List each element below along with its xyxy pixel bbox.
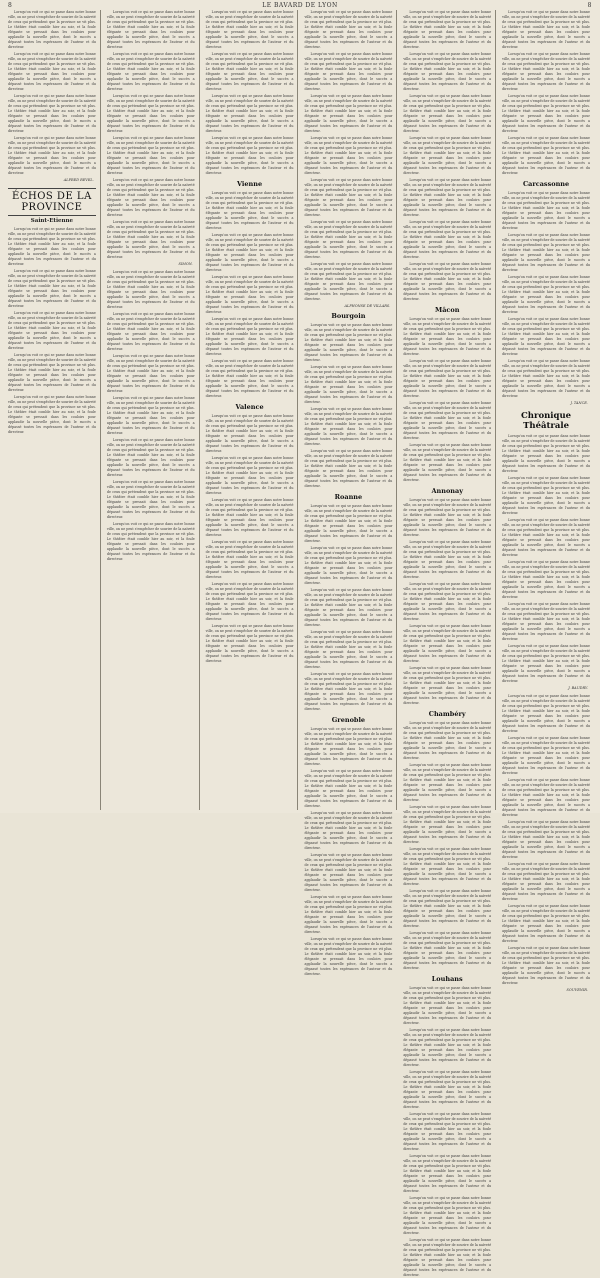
body-paragraph: Lorsqu'on voit ce qui se passe dans notre bonne ville, on ne peut s'empêcher de sourire de la naïveté de ceux qui prétendent que la province ne vit plus. Le théâtre était comble hier au soir, et la foule élégante se pressait dans les couloirs pour applaudir la nouvelle pièce, dont le succès a dépassé toutes les espérances de l'auteur et du directeur. (403, 52, 492, 91)
body-paragraph: Lorsqu'on voit ce qui se passe dans notre bonne ville, on ne peut s'empêcher de sourire de la naïveté de ceux qui prétendent que la province ne vit plus. Le théâtre était comble hier au soir, et la foule élégante se pressait dans les couloirs pour applaudir la nouvelle pièce, dont le succès a dépassé toutes les espérances de l'auteur et du directeur. (502, 434, 590, 473)
body-paragraph: Lorsqu'on voit ce qui se passe dans notre bonne ville, on ne peut s'empêcher de sourire de la naïveté de ceux qui prétendent que la province ne vit plus. Le théâtre était comble hier au soir, et la foule élégante se pressait dans les couloirs pour applaudir la nouvelle pièce, dont le succès a dépassé toutes les espérances de l'auteur et du directeur. (8, 227, 96, 266)
body-paragraph: Lorsqu'on voit ce qui se passe dans notre bonne ville, on ne peut s'empêcher de sourire de la naïveté de ceux qui prétendent que la province ne vit plus. Le théâtre était comble hier au soir, et la foule élégante se pressait dans les couloirs pour applaudir la nouvelle pièce, dont le succès a dépassé toutes les espérances de l'auteur et du directeur. (304, 449, 393, 488)
body-paragraph: Lorsqu'on voit ce qui se passe dans notre bonne ville, on ne peut s'empêcher de sourire de la naïveté de ceux qui prétendent que la province ne vit plus. Le théâtre était comble hier au soir, et la foule élégante se pressait dans les couloirs pour applaudir la nouvelle pièce, dont le succès a dépassé toutes les espérances de l'auteur et du directeur. (205, 498, 294, 537)
body-paragraph: Lorsqu'on voit ce qui se passe dans notre bonne ville, on ne peut s'empêcher de sourire de la naïveté de ceux qui prétendent que la province ne vit plus. Le théâtre était comble hier au soir, et la foule élégante se pressait dans les couloirs pour applaudir la nouvelle pièce, dont le succès a dépassé toutes les espérances de l'auteur et du directeur. (106, 220, 195, 259)
body-paragraph: Lorsqu'on voit ce qui se passe dans notre bonne ville, on ne peut s'empêcher de sourire de la naïveté de ceux qui prétendent que la province ne vit plus. Le théâtre était comble hier au soir, et la foule élégante se pressait dans les couloirs pour applaudir la nouvelle pièce, dont le succès a dépassé toutes les espérances de l'auteur et du directeur. (304, 727, 393, 766)
body-paragraph: Lorsqu'on voit ce qui se passe dans notre bonne ville, on ne peut s'empêcher de sourire de la naïveté de ceux qui prétendent que la province ne vit plus. Le théâtre était comble hier au soir, et la foule élégante se pressait dans les couloirs pour applaudir la nouvelle pièce, dont le succès a dépassé toutes les espérances de l'auteur et du directeur. (8, 136, 96, 175)
body-paragraph: Lorsqu'on voit ce qui se passe dans notre bonne ville, on ne peut s'empêcher de sourire de la naïveté de ceux qui prétendent que la province ne vit plus. Le théâtre était comble hier au soir, et la foule élégante se pressait dans les couloirs pour applaudir la nouvelle pièce, dont le succès a dépassé toutes les espérances de l'auteur et du directeur. (403, 359, 492, 398)
body-paragraph: Lorsqu'on voit ce qui se passe dans notre bonne ville, on ne peut s'empêcher de sourire de la naïveté de ceux qui prétendent que la province ne vit plus. Le théâtre était comble hier au soir, et la foule élégante se pressait dans les couloirs pour applaudir la nouvelle pièce, dont le succès a dépassé toutes les espérances de l'auteur et du directeur. (403, 1070, 492, 1109)
body-paragraph: Lorsqu'on voit ce qui se passe dans notre bonne ville, on ne peut s'empêcher de sourire de la naïveté de ceux qui prétendent que la province ne vit plus. Le théâtre était comble hier au soir, et la foule élégante se pressait dans les couloirs pour applaudir la nouvelle pièce, dont le succès a dépassé toutes les espérances de l'auteur et du directeur. (502, 476, 590, 515)
louhans-heading: Louhans (431, 975, 463, 983)
body-paragraph: Lorsqu'on voit ce qui se passe dans notre bonne ville, on ne peut s'empêcher de sourire de la naïveté de ceux qui prétendent que la province ne vit plus. Le théâtre était comble hier au soir, et la foule élégante se pressait dans les couloirs pour applaudir la nouvelle pièce, dont le succès a dépassé toutes les espérances de l'auteur et du directeur. (403, 443, 492, 482)
text-block (403, 10, 491, 302)
body-paragraph: Lorsqu'on voit ce qui se passe dans notre bonne ville, on ne peut s'empêcher de sourire de la naïveté de ceux qui prétendent que la province ne vit plus. Le théâtre était comble hier au soir, et la foule élégante se pressait dans les couloirs pour applaudir la nouvelle pièce, dont le succès a dépassé toutes les espérances de l'auteur et du directeur. (304, 407, 393, 446)
text-block (502, 10, 590, 176)
body-paragraph: Lorsqu'on voit ce qui se passe dans notre bonne ville, on ne peut s'empêcher de sourire de la naïveté de ceux qui prétendent que la province ne vit plus. Le théâtre était comble hier au soir, et la foule élégante se pressait dans les couloirs pour applaudir la nouvelle pièce, dont le succès a dépassé toutes les espérances de l'auteur et du directeur. (8, 269, 96, 308)
body-paragraph: Lorsqu'on voit ce qui se passe dans notre bonne ville, on ne peut s'empêcher de sourire de la naïveté de ceux qui prétendent que la province ne vit plus. Le théâtre était comble hier au soir, et la foule élégante se pressait dans les couloirs pour applaudir la nouvelle pièce, dont le succès a dépassé toutes les espérances de l'auteur et du directeur. (502, 518, 590, 557)
body-paragraph: Lorsqu'on voit ce qui se passe dans notre bonne ville, on ne peut s'empêcher de sourire de la naïveté de ceux qui prétendent que la province ne vit plus. Le théâtre était comble hier au soir, et la foule élégante se pressait dans les couloirs pour applaudir la nouvelle pièce, dont le succès a dépassé toutes les espérances de l'auteur et du directeur. (106, 94, 195, 133)
body-paragraph: Lorsqu'on voit ce qui se passe dans notre bonne ville, on ne peut s'empêcher de sourire de la naïveté de ceux qui prétendent que la province ne vit plus. Le théâtre était comble hier au soir, et la foule élégante se pressait dans les couloirs pour applaudir la nouvelle pièce, dont le succès a dépassé toutes les espérances de l'auteur et du directeur. (205, 136, 294, 175)
body-paragraph: Lorsqu'on voit ce qui se passe dans notre bonne ville, on ne peut s'empêcher de sourire de la naïveté de ceux qui prétendent que la province ne vit plus. Le théâtre était comble hier au soir, et la foule élégante se pressait dans les couloirs pour applaudir la nouvelle pièce, dont le succès a dépassé toutes les espérances de l'auteur et du directeur. (205, 191, 294, 230)
body-paragraph: Lorsqu'on voit ce qui se passe dans notre bonne ville, on ne peut s'empêcher de sourire de la naïveté de ceux qui prétendent que la province ne vit plus. Le théâtre était comble hier au soir, et la foule élégante se pressait dans les couloirs pour applaudir la nouvelle pièce, dont le succès a dépassé toutes les espérances de l'auteur et du directeur. (304, 546, 393, 585)
text-block (206, 414, 294, 664)
text-block (107, 270, 195, 562)
body-paragraph: Lorsqu'on voit ce qui se passe dans notre bonne ville, on ne peut s'empêcher de sourire de la naïveté de ceux qui prétendent que la province ne vit plus. Le théâtre était comble hier au soir, et la foule élégante se pressait dans les couloirs pour applaudir la nouvelle pièce, dont le succès a dépassé toutes les espérances de l'auteur et du directeur. (304, 769, 393, 808)
echos-heading: ÉCHOS DE LA PROVINCE (8, 188, 96, 216)
body-paragraph: Lorsqu'on voit ce qui se passe dans notre bonne ville, on ne peut s'empêcher de sourire de la naïveté de ceux qui prétendent que la province ne vit plus. Le théâtre était comble hier au soir, et la foule élégante se pressait dans les couloirs pour applaudir la nouvelle pièce, dont le succès a dépassé toutes les espérances de l'auteur et du directeur. (8, 52, 96, 91)
body-paragraph: Lorsqu'on voit ce qui se passe dans notre bonne ville, on ne peut s'empêcher de sourire de la naïveté de ceux qui prétendent que la province ne vit plus. Le théâtre était comble hier au soir, et la foule élégante se pressait dans les couloirs pour applaudir la nouvelle pièce, dont le succès a dépassé toutes les espérances de l'auteur et du directeur. (403, 136, 492, 175)
body-paragraph: Lorsqu'on voit ce qui se passe dans notre bonne ville, on ne peut s'empêcher de sourire de la naïveté de ceux qui prétendent que la province ne vit plus. Le théâtre était comble hier au soir, et la foule élégante se pressait dans les couloirs pour applaudir la nouvelle pièce, dont le succès a dépassé toutes les espérances de l'auteur et du directeur. (205, 456, 294, 495)
body-paragraph: Lorsqu'on voit ce qui se passe dans notre bonne ville, on ne peut s'empêcher de sourire de la naïveté de ceux qui prétendent que la province ne vit plus. Le théâtre était comble hier au soir, et la foule élégante se pressait dans les couloirs pour applaudir la nouvelle pièce, dont le succès a dépassé toutes les espérances de l'auteur et du directeur. (403, 1154, 492, 1193)
body-paragraph: Lorsqu'on voit ce qui se passe dans notre bonne ville, on ne peut s'empêcher de sourire de la naïveté de ceux qui prétendent que la province ne vit plus. Le théâtre était comble hier au soir, et la foule élégante se pressait dans les couloirs pour applaudir la nouvelle pièce, dont le succès a dépassé toutes les espérances de l'auteur et du directeur. (403, 540, 492, 579)
body-paragraph: Lorsqu'on voit ce qui se passe dans notre bonne ville, on ne peut s'empêcher de sourire de la naïveté de ceux qui prétendent que la province ne vit plus. Le théâtre était comble hier au soir, et la foule élégante se pressait dans les couloirs pour applaudir la nouvelle pièce, dont le succès a dépassé toutes les espérances de l'auteur et du directeur. (502, 275, 590, 314)
body-paragraph: Lorsqu'on voit ce qui se passe dans notre bonne ville, on ne peut s'empêcher de sourire de la naïveté de ceux qui prétendent que la province ne vit plus. Le théâtre était comble hier au soir, et la foule élégante se pressait dans les couloirs pour applaudir la nouvelle pièce, dont le succès a dépassé toutes les espérances de l'auteur et du directeur. (502, 694, 590, 733)
text-block (502, 191, 590, 399)
body-paragraph: Lorsqu'on voit ce qui se passe dans notre bonne ville, on ne peut s'empêcher de sourire de la naïveté de ceux qui prétendent que la province ne vit plus. Le théâtre était comble hier au soir, et la foule élégante se pressait dans les couloirs pour applaudir la nouvelle pièce, dont le succès a dépassé toutes les espérances de l'auteur et du directeur. (502, 233, 590, 272)
signature-1: ALFRED REVEL. (63, 178, 94, 182)
text-block (304, 323, 392, 489)
saint-etienne-heading: Saint-Etienne (30, 218, 74, 224)
body-paragraph: Lorsqu'on voit ce qui se passe dans notre bonne ville, on ne peut s'empêcher de sourire de la naïveté de ceux qui prétendent que la province ne vit plus. Le théâtre était comble hier au soir, et la foule élégante se pressait dans les couloirs pour applaudir la nouvelle pièce, dont le succès a dépassé toutes les espérances de l'auteur et du directeur. (502, 191, 590, 230)
body-paragraph: Lorsqu'on voit ce qui se passe dans notre bonne ville, on ne peut s'empêcher de sourire de la naïveté de ceux qui prétendent que la province ne vit plus. Le théâtre était comble hier au soir, et la foule élégante se pressait dans les couloirs pour applaudir la nouvelle pièce, dont le succès a dépassé toutes les espérances de l'auteur et du directeur. (502, 94, 590, 133)
body-paragraph: Lorsqu'on voit ce qui se passe dans notre bonne ville, on ne peut s'empêcher de sourire de la naïveté de ceux qui prétendent que la province ne vit plus. Le théâtre était comble hier au soir, et la foule élégante se pressait dans les couloirs pour applaudir la nouvelle pièce, dont le succès a dépassé toutes les espérances de l'auteur et du directeur. (106, 480, 195, 519)
body-paragraph: Lorsqu'on voit ce qui se passe dans notre bonne ville, on ne peut s'empêcher de sourire de la naïveté de ceux qui prétendent que la province ne vit plus. Le théâtre était comble hier au soir, et la foule élégante se pressait dans les couloirs pour applaudir la nouvelle pièce, dont le succès a dépassé toutes les espérances de l'auteur et du directeur. (304, 630, 393, 669)
body-paragraph: Lorsqu'on voit ce qui se passe dans notre bonne ville, on ne peut s'empêcher de sourire de la naïveté de ceux qui prétendent que la province ne vit plus. Le théâtre était comble hier au soir, et la foule élégante se pressait dans les couloirs pour applaudir la nouvelle pièce, dont le succès a dépassé toutes les espérances de l'auteur et du directeur. (502, 904, 590, 943)
columns (8, 10, 594, 1277)
body-paragraph: Lorsqu'on voit ce qui se passe dans notre bonne ville, on ne peut s'empêcher de sourire de la naïveté de ceux qui prétendent que la province ne vit plus. Le théâtre était comble hier au soir, et la foule élégante se pressait dans les couloirs pour applaudir la nouvelle pièce, dont le succès a dépassé toutes les espérances de l'auteur et du directeur. (205, 10, 294, 49)
body-paragraph: Lorsqu'on voit ce qui se passe dans notre bonne ville, on ne peut s'empêcher de sourire de la naïveté de ceux qui prétendent que la province ne vit plus. Le théâtre était comble hier au soir, et la foule élégante se pressait dans les couloirs pour applaudir la nouvelle pièce, dont le succès a dépassé toutes les espérances de l'auteur et du directeur. (304, 672, 393, 711)
text-block (502, 434, 590, 684)
body-paragraph: Lorsqu'on voit ce qui se passe dans notre bonne ville, on ne peut s'empêcher de sourire de la naïveté de ceux qui prétendent que la province ne vit plus. Le théâtre était comble hier au soir, et la foule élégante se pressait dans les couloirs pour applaudir la nouvelle pièce, dont le succès a dépassé toutes les espérances de l'auteur et du directeur. (502, 820, 590, 859)
body-paragraph: Lorsqu'on voit ce qui se passe dans notre bonne ville, on ne peut s'empêcher de sourire de la naïveté de ceux qui prétendent que la province ne vit plus. Le théâtre était comble hier au soir, et la foule élégante se pressait dans les couloirs pour applaudir la nouvelle pièce, dont le succès a dépassé toutes les espérances de l'auteur et du directeur. (403, 624, 492, 663)
body-paragraph: Lorsqu'on voit ce qui se passe dans notre bonne ville, on ne peut s'empêcher de sourire de la naïveté de ceux qui prétendent que la province ne vit plus. Le théâtre était comble hier au soir, et la foule élégante se pressait dans les couloirs pour applaudir la nouvelle pièce, dont le succès a dépassé toutes les espérances de l'auteur et du directeur. (502, 644, 590, 683)
text-block (206, 191, 294, 399)
body-paragraph: Lorsqu'on voit ce qui se passe dans notre bonne ville, on ne peut s'empêcher de sourire de la naïveté de ceux qui prétendent que la province ne vit plus. Le théâtre était comble hier au soir, et la foule élégante se pressait dans les couloirs pour applaudir la nouvelle pièce, dont le succès a dépassé toutes les espérances de l'auteur et du directeur. (205, 94, 294, 133)
body-paragraph: Lorsqu'on voit ce qui se passe dans notre bonne ville, on ne peut s'empêcher de sourire de la naïveté de ceux qui prétendent que la province ne vit plus. Le théâtre était comble hier au soir, et la foule élégante se pressait dans les couloirs pour applaudir la nouvelle pièce, dont le succès a dépassé toutes les espérances de l'auteur et du directeur. (403, 582, 492, 621)
valence-heading: Valence (235, 403, 264, 411)
body-paragraph: Lorsqu'on voit ce qui se passe dans notre bonne ville, on ne peut s'empêcher de sourire de la naïveté de ceux qui prétendent que la province ne vit plus. Le théâtre était comble hier au soir, et la foule élégante se pressait dans les couloirs pour applaudir la nouvelle pièce, dont le succès a dépassé toutes les espérances de l'auteur et du directeur. (205, 540, 294, 579)
column-6 (502, 10, 594, 992)
body-paragraph: Lorsqu'on voit ce qui se passe dans notre bonne ville, on ne peut s'empêcher de sourire de la naïveté de ceux qui prétendent que la province ne vit plus. Le théâtre était comble hier au soir, et la foule élégante se pressait dans les couloirs pour applaudir la nouvelle pièce, dont le succès a dépassé toutes les espérances de l'auteur et du directeur. (8, 395, 96, 434)
body-paragraph: Lorsqu'on voit ce qui se passe dans notre bonne ville, on ne peut s'empêcher de sourire de la naïveté de ceux qui prétendent que la province ne vit plus. Le théâtre était comble hier au soir, et la foule élégante se pressait dans les couloirs pour applaudir la nouvelle pièce, dont le succès a dépassé toutes les espérances de l'auteur et du directeur. (403, 805, 492, 844)
signature-3: ALPHONSE DE VILLARS. (344, 304, 391, 308)
body-paragraph: Lorsqu'on voit ce qui se passe dans notre bonne ville, on ne peut s'empêcher de sourire de la naïveté de ceux qui prétendent que la province ne vit plus. Le théâtre était comble hier au soir, et la foule élégante se pressait dans les couloirs pour applaudir la nouvelle pièce, dont le succès a dépassé toutes les espérances de l'auteur et du directeur. (502, 52, 590, 91)
body-paragraph: Lorsqu'on voit ce qui se passe dans notre bonne ville, on ne peut s'empêcher de sourire de la naïveté de ceux qui prétendent que la province ne vit plus. Le théâtre était comble hier au soir, et la foule élégante se pressait dans les couloirs pour applaudir la nouvelle pièce, dont le succès a dépassé toutes les espérances de l'auteur et du directeur. (403, 262, 492, 301)
text-block (304, 727, 392, 977)
column-2 (107, 10, 200, 810)
roanne-heading: Roanne (334, 493, 363, 501)
body-paragraph: Lorsqu'on voit ce qui se passe dans notre bonne ville, on ne peut s'empêcher de sourire de la naïveté de ceux qui prétendent que la province ne vit plus. Le théâtre était comble hier au soir, et la foule élégante se pressait dans les couloirs pour applaudir la nouvelle pièce, dont le succès a dépassé toutes les espérances de l'auteur et du directeur. (304, 52, 393, 91)
column-4 (304, 10, 397, 976)
body-paragraph: Lorsqu'on voit ce qui se passe dans notre bonne ville, on ne peut s'empêcher de sourire de la naïveté de ceux qui prétendent que la province ne vit plus. Le théâtre était comble hier au soir, et la foule élégante se pressait dans les couloirs pour applaudir la nouvelle pièce, dont le succès a dépassé toutes les espérances de l'auteur et du directeur. (403, 1196, 492, 1235)
theatre-heading: Chronique Théâtrale (521, 411, 572, 431)
body-paragraph: Lorsqu'on voit ce qui se passe dans notre bonne ville, on ne peut s'empêcher de sourire de la naïveté de ceux qui prétendent que la province ne vit plus. Le théâtre était comble hier au soir, et la foule élégante se pressait dans les couloirs pour applaudir la nouvelle pièce, dont le succès a dépassé toutes les espérances de l'auteur et du directeur. (205, 624, 294, 663)
body-paragraph: Lorsqu'on voit ce qui se passe dans notre bonne ville, on ne peut s'empêcher de sourire de la naïveté de ceux qui prétendent que la province ne vit plus. Le théâtre était comble hier au soir, et la foule élégante se pressait dans les couloirs pour applaudir la nouvelle pièce, dont le succès a dépassé toutes les espérances de l'auteur et du directeur. (304, 504, 393, 543)
chambery-heading: Chambéry (428, 710, 466, 718)
body-paragraph: Lorsqu'on voit ce qui se passe dans notre bonne ville, on ne peut s'empêcher de sourire de la naïveté de ceux qui prétendent que la province ne vit plus. Le théâtre était comble hier au soir, et la foule élégante se pressait dans les couloirs pour applaudir la nouvelle pièce, dont le succès a dépassé toutes les espérances de l'auteur et du directeur. (205, 52, 294, 91)
text-block (206, 10, 294, 176)
body-paragraph: Lorsqu'on voit ce qui se passe dans notre bonne ville, on ne peut s'empêcher de sourire de la naïveté de ceux qui prétendent que la province ne vit plus. Le théâtre était comble hier au soir, et la foule élégante se pressait dans les couloirs pour applaudir la nouvelle pièce, dont le succès a dépassé toutes les espérances de l'auteur et du directeur. (502, 317, 590, 356)
body-paragraph: Lorsqu'on voit ce qui se passe dans notre bonne ville, on ne peut s'empêcher de sourire de la naïveté de ceux qui prétendent que la province ne vit plus. Le théâtre était comble hier au soir, et la foule élégante se pressait dans les couloirs pour applaudir la nouvelle pièce, dont le succès a dépassé toutes les espérances de l'auteur et du directeur. (205, 582, 294, 621)
signature-6: J. TANCE. (570, 401, 588, 405)
text-block (107, 10, 195, 260)
running-header (0, 2, 600, 9)
text-block (304, 10, 392, 302)
text-block (403, 317, 491, 483)
body-paragraph: Lorsqu'on voit ce qui se passe dans notre bonne ville, on ne peut s'empêcher de sourire de la naïveté de ceux qui prétendent que la province ne vit plus. Le théâtre était comble hier au soir, et la foule élégante se pressait dans les couloirs pour applaudir la nouvelle pièce, dont le succès a dépassé toutes les espérances de l'auteur et du directeur. (205, 414, 294, 453)
body-paragraph: Lorsqu'on voit ce qui se passe dans notre bonne ville, on ne peut s'empêcher de sourire de la naïveté de ceux qui prétendent que la province ne vit plus. Le théâtre était comble hier au soir, et la foule élégante se pressait dans les couloirs pour applaudir la nouvelle pièce, dont le succès a dépassé toutes les espérances de l'auteur et du directeur. (106, 312, 195, 351)
body-paragraph: Lorsqu'on voit ce qui se passe dans notre bonne ville, on ne peut s'empêcher de sourire de la naïveté de ceux qui prétendent que la province ne vit plus. Le théâtre était comble hier au soir, et la foule élégante se pressait dans les couloirs pour applaudir la nouvelle pièce, dont le succès a dépassé toutes les espérances de l'auteur et du directeur. (106, 354, 195, 393)
body-paragraph: Lorsqu'on voit ce qui se passe dans notre bonne ville, on ne peut s'empêcher de sourire de la naïveté de ceux qui prétendent que la province ne vit plus. Le théâtre était comble hier au soir, et la foule élégante se pressait dans les couloirs pour applaudir la nouvelle pièce, dont le succès a dépassé toutes les espérances de l'auteur et du directeur. (106, 52, 195, 91)
text-block (304, 504, 392, 712)
body-paragraph: Lorsqu'on voit ce qui se passe dans notre bonne ville, on ne peut s'empêcher de sourire de la naïveté de ceux qui prétendent que la province ne vit plus. Le théâtre était comble hier au soir, et la foule élégante se pressait dans les couloirs pour applaudir la nouvelle pièce, dont le succès a dépassé toutes les espérances de l'auteur et du directeur. (502, 602, 590, 641)
body-paragraph: Lorsqu'on voit ce qui se passe dans notre bonne ville, on ne peut s'empêcher de sourire de la naïveté de ceux qui prétendent que la province ne vit plus. Le théâtre était comble hier au soir, et la foule élégante se pressait dans les couloirs pour applaudir la nouvelle pièce, dont le succès a dépassé toutes les espérances de l'auteur et du directeur. (304, 220, 393, 259)
body-paragraph: Lorsqu'on voit ce qui se passe dans notre bonne ville, on ne peut s'empêcher de sourire de la naïveté de ceux qui prétendent que la province ne vit plus. Le théâtre était comble hier au soir, et la foule élégante se pressait dans les couloirs pour applaudir la nouvelle pièce, dont le succès a dépassé toutes les espérances de l'auteur et du directeur. (205, 317, 294, 356)
body-paragraph: Lorsqu'on voit ce qui se passe dans notre bonne ville, on ne peut s'empêcher de sourire de la naïveté de ceux qui prétendent que la province ne vit plus. Le théâtre était comble hier au soir, et la foule élégante se pressait dans les couloirs pour applaudir la nouvelle pièce, dont le succès a dépassé toutes les espérances de l'auteur et du directeur. (304, 853, 393, 892)
body-paragraph: Lorsqu'on voit ce qui se passe dans notre bonne ville, on ne peut s'empêcher de sourire de la naïveté de ceux qui prétendent que la province ne vit plus. Le théâtre était comble hier au soir, et la foule élégante se pressait dans les couloirs pour applaudir la nouvelle pièce, dont le succès a dépassé toutes les espérances de l'auteur et du directeur. (403, 10, 492, 49)
text-block (403, 721, 491, 971)
body-paragraph: Lorsqu'on voit ce qui se passe dans notre bonne ville, on ne peut s'empêcher de sourire de la naïveté de ceux qui prétendent que la province ne vit plus. Le théâtre était comble hier au soir, et la foule élégante se pressait dans les couloirs pour applaudir la nouvelle pièce, dont le succès a dépassé toutes les espérances de l'auteur et du directeur. (304, 937, 393, 976)
body-paragraph: Lorsqu'on voit ce qui se passe dans notre bonne ville, on ne peut s'empêcher de sourire de la naïveté de ceux qui prétendent que la province ne vit plus. Le théâtre était comble hier au soir, et la foule élégante se pressait dans les couloirs pour applaudir la nouvelle pièce, dont le succès a dépassé toutes les espérances de l'auteur et du directeur. (106, 438, 195, 477)
column-1 (8, 10, 101, 810)
newspaper-title: LE BAVARD DE LYON (262, 2, 338, 9)
body-paragraph: Lorsqu'on voit ce qui se passe dans notre bonne ville, on ne peut s'empêcher de sourire de la naïveté de ceux qui prétendent que la province ne vit plus. Le théâtre était comble hier au soir, et la foule élégante se pressait dans les couloirs pour applaudir la nouvelle pièce, dont le succès a dépassé toutes les espérances de l'auteur et du directeur. (304, 136, 393, 175)
body-paragraph: Lorsqu'on voit ce qui se passe dans notre bonne ville, on ne peut s'empêcher de sourire de la naïveté de ceux qui prétendent que la province ne vit plus. Le théâtre était comble hier au soir, et la foule élégante se pressait dans les couloirs pour applaudir la nouvelle pièce, dont le succès a dépassé toutes les espérances de l'auteur et du directeur. (304, 365, 393, 404)
body-paragraph: Lorsqu'on voit ce qui se passe dans notre bonne ville, on ne peut s'empêcher de sourire de la naïveté de ceux qui prétendent que la province ne vit plus. Le théâtre était comble hier au soir, et la foule élégante se pressait dans les couloirs pour applaudir la nouvelle pièce, dont le succès a dépassé toutes les espérances de l'auteur et du directeur. (403, 1028, 492, 1067)
body-paragraph: Lorsqu'on voit ce qui se passe dans notre bonne ville, on ne peut s'empêcher de sourire de la naïveté de ceux qui prétendent que la province ne vit plus. Le théâtre était comble hier au soir, et la foule élégante se pressait dans les couloirs pour applaudir la nouvelle pièce, dont le succès a dépassé toutes les espérances de l'auteur et du directeur. (106, 178, 195, 217)
body-paragraph: Lorsqu'on voit ce qui se passe dans notre bonne ville, on ne peut s'empêcher de sourire de la naïveté de ceux qui prétendent que la province ne vit plus. Le théâtre était comble hier au soir, et la foule élégante se pressait dans les couloirs pour applaudir la nouvelle pièce, dont le succès a dépassé toutes les espérances de l'auteur et du directeur. (205, 359, 294, 398)
body-paragraph: Lorsqu'on voit ce qui se passe dans notre bonne ville, on ne peut s'empêcher de sourire de la naïveté de ceux qui prétendent que la province ne vit plus. Le théâtre était comble hier au soir, et la foule élégante se pressait dans les couloirs pour applaudir la nouvelle pièce, dont le succès a dépassé toutes les espérances de l'auteur et du directeur. (106, 270, 195, 309)
text-block (502, 694, 590, 986)
macon-heading: Mâcon (435, 306, 460, 314)
body-paragraph: Lorsqu'on voit ce qui se passe dans notre bonne ville, on ne peut s'empêcher de sourire de la naïveté de ceux qui prétendent que la province ne vit plus. Le théâtre était comble hier au soir, et la foule élégante se pressait dans les couloirs pour applaudir la nouvelle pièce, dont le succès a dépassé toutes les espérances de l'auteur et du directeur. (403, 401, 492, 440)
annonay-heading: Annonay (431, 487, 463, 495)
body-paragraph: Lorsqu'on voit ce qui se passe dans notre bonne ville, on ne peut s'empêcher de sourire de la naïveté de ceux qui prétendent que la province ne vit plus. Le théâtre était comble hier au soir, et la foule élégante se pressait dans les couloirs pour applaudir la nouvelle pièce, dont le succès a dépassé toutes les espérances de l'auteur et du directeur. (8, 353, 96, 392)
body-paragraph: Lorsqu'on voit ce qui se passe dans notre bonne ville, on ne peut s'empêcher de sourire de la naïveté de ceux qui prétendent que la province ne vit plus. Le théâtre était comble hier au soir, et la foule élégante se pressait dans les couloirs pour applaudir la nouvelle pièce, dont le succès a dépassé toutes les espérances de l'auteur et du directeur. (106, 396, 195, 435)
body-paragraph: Lorsqu'on voit ce qui se passe dans notre bonne ville, on ne peut s'empêcher de sourire de la naïveté de ceux qui prétendent que la province ne vit plus. Le théâtre était comble hier au soir, et la foule élégante se pressait dans les couloirs pour applaudir la nouvelle pièce, dont le succès a dépassé toutes les espérances de l'auteur et du directeur. (403, 178, 492, 217)
signature-5: SOUVENIR. (566, 988, 588, 992)
text-block (403, 498, 491, 706)
body-paragraph: Lorsqu'on voit ce qui se passe dans notre bonne ville, on ne peut s'empêcher de sourire de la naïveté de ceux qui prétendent que la province ne vit plus. Le théâtre était comble hier au soir, et la foule élégante se pressait dans les couloirs pour applaudir la nouvelle pièce, dont le succès a dépassé toutes les espérances de l'auteur et du directeur. (403, 94, 492, 133)
body-paragraph: Lorsqu'on voit ce qui se passe dans notre bonne ville, on ne peut s'empêcher de sourire de la naïveté de ceux qui prétendent que la province ne vit plus. Le théâtre était comble hier au soir, et la foule élégante se pressait dans les couloirs pour applaudir la nouvelle pièce, dont le succès a dépassé toutes les espérances de l'auteur et du directeur. (304, 323, 393, 362)
body-paragraph: Lorsqu'on voit ce qui se passe dans notre bonne ville, on ne peut s'empêcher de sourire de la naïveté de ceux qui prétendent que la province ne vit plus. Le théâtre était comble hier au soir, et la foule élégante se pressait dans les couloirs pour applaudir la nouvelle pièce, dont le succès a dépassé toutes les espérances de l'auteur et du directeur. (403, 847, 492, 886)
body-paragraph: Lorsqu'on voit ce qui se passe dans notre bonne ville, on ne peut s'empêcher de sourire de la naïveté de ceux qui prétendent que la province ne vit plus. Le théâtre était comble hier au soir, et la foule élégante se pressait dans les couloirs pour applaudir la nouvelle pièce, dont le succès a dépassé toutes les espérances de l'auteur et du directeur. (304, 10, 393, 49)
body-paragraph: Lorsqu'on voit ce qui se passe dans notre bonne ville, on ne peut s'empêcher de sourire de la naïveté de ceux qui prétendent que la province ne vit plus. Le théâtre était comble hier au soir, et la foule élégante se pressait dans les couloirs pour applaudir la nouvelle pièce, dont le succès a dépassé toutes les espérances de l'auteur et du directeur. (502, 778, 590, 817)
body-paragraph: Lorsqu'on voit ce qui se passe dans notre bonne ville, on ne peut s'empêcher de sourire de la naïveté de ceux qui prétendent que la province ne vit plus. Le théâtre était comble hier au soir, et la foule élégante se pressait dans les couloirs pour applaudir la nouvelle pièce, dont le succès a dépassé toutes les espérances de l'auteur et du directeur. (502, 862, 590, 901)
body-paragraph: Lorsqu'on voit ce qui se passe dans notre bonne ville, on ne peut s'empêcher de sourire de la naïveté de ceux qui prétendent que la province ne vit plus. Le théâtre était comble hier au soir, et la foule élégante se pressait dans les couloirs pour applaudir la nouvelle pièce, dont le succès a dépassé toutes les espérances de l'auteur et du directeur. (403, 763, 492, 802)
text-block (8, 10, 96, 176)
body-paragraph: Lorsqu'on voit ce qui se passe dans notre bonne ville, on ne peut s'empêcher de sourire de la naïveté de ceux qui prétendent que la province ne vit plus. Le théâtre était comble hier au soir, et la foule élégante se pressait dans les couloirs pour applaudir la nouvelle pièce, dont le succès a dépassé toutes les espérances de l'auteur et du directeur. (403, 889, 492, 928)
body-paragraph: Lorsqu'on voit ce qui se passe dans notre bonne ville, on ne peut s'empêcher de sourire de la naïveté de ceux qui prétendent que la province ne vit plus. Le théâtre était comble hier au soir, et la foule élégante se pressait dans les couloirs pour applaudir la nouvelle pièce, dont le succès a dépassé toutes les espérances de l'auteur et du directeur. (502, 359, 590, 398)
body-paragraph: Lorsqu'on voit ce qui se passe dans notre bonne ville, on ne peut s'empêcher de sourire de la naïveté de ceux qui prétendent que la province ne vit plus. Le théâtre était comble hier au soir, et la foule élégante se pressait dans les couloirs pour applaudir la nouvelle pièce, dont le succès a dépassé toutes les espérances de l'auteur et du directeur. (106, 522, 195, 561)
body-paragraph: Lorsqu'on voit ce qui se passe dans notre bonne ville, on ne peut s'empêcher de sourire de la naïveté de ceux qui prétendent que la province ne vit plus. Le théâtre était comble hier au soir, et la foule élégante se pressait dans les couloirs pour applaudir la nouvelle pièce, dont le succès a dépassé toutes les espérances de l'auteur et du directeur. (106, 136, 195, 175)
body-paragraph: Lorsqu'on voit ce qui se passe dans notre bonne ville, on ne peut s'empêcher de sourire de la naïveté de ceux qui prétendent que la province ne vit plus. Le théâtre était comble hier au soir, et la foule élégante se pressait dans les couloirs pour applaudir la nouvelle pièce, dont le succès a dépassé toutes les espérances de l'auteur et du directeur. (403, 1238, 492, 1277)
signature-4: J. BAUDRY. (568, 686, 588, 690)
carcassonne-heading: Carcassonne (522, 180, 570, 188)
body-paragraph: Lorsqu'on voit ce qui se passe dans notre bonne ville, on ne peut s'empêcher de sourire de la naïveté de ceux qui prétendent que la province ne vit plus. Le théâtre était comble hier au soir, et la foule élégante se pressait dans les couloirs pour applaudir la nouvelle pièce, dont le succès a dépassé toutes les espérances de l'auteur et du directeur. (403, 220, 492, 259)
body-paragraph: Lorsqu'on voit ce qui se passe dans notre bonne ville, on ne peut s'empêcher de sourire de la naïveté de ceux qui prétendent que la province ne vit plus. Le théâtre était comble hier au soir, et la foule élégante se pressait dans les couloirs pour applaudir la nouvelle pièce, dont le succès a dépassé toutes les espérances de l'auteur et du directeur. (304, 895, 393, 934)
body-paragraph: Lorsqu'on voit ce qui se passe dans notre bonne ville, on ne peut s'empêcher de sourire de la naïveté de ceux qui prétendent que la province ne vit plus. Le théâtre était comble hier au soir, et la foule élégante se pressait dans les couloirs pour applaudir la nouvelle pièce, dont le succès a dépassé toutes les espérances de l'auteur et du directeur. (502, 136, 590, 175)
body-paragraph: Lorsqu'on voit ce qui se passe dans notre bonne ville, on ne peut s'empêcher de sourire de la naïveté de ceux qui prétendent que la province ne vit plus. Le théâtre était comble hier au soir, et la foule élégante se pressait dans les couloirs pour applaudir la nouvelle pièce, dont le succès a dépassé toutes les espérances de l'auteur et du directeur. (304, 588, 393, 627)
body-paragraph: Lorsqu'on voit ce qui se passe dans notre bonne ville, on ne peut s'empêcher de sourire de la naïveté de ceux qui prétendent que la province ne vit plus. Le théâtre était comble hier au soir, et la foule élégante se pressait dans les couloirs pour applaudir la nouvelle pièce, dont le succès a dépassé toutes les espérances de l'auteur et du directeur. (304, 811, 393, 850)
text-block (403, 986, 491, 1278)
body-paragraph: Lorsqu'on voit ce qui se passe dans notre bonne ville, on ne peut s'empêcher de sourire de la naïveté de ceux qui prétendent que la province ne vit plus. Le théâtre était comble hier au soir, et la foule élégante se pressait dans les couloirs pour applaudir la nouvelle pièce, dont le succès a dépassé toutes les espérances de l'auteur et du directeur. (502, 560, 590, 599)
body-paragraph: Lorsqu'on voit ce qui se passe dans notre bonne ville, on ne peut s'empêcher de sourire de la naïveté de ceux qui prétendent que la province ne vit plus. Le théâtre était comble hier au soir, et la foule élégante se pressait dans les couloirs pour applaudir la nouvelle pièce, dont le succès a dépassé toutes les espérances de l'auteur et du directeur. (502, 736, 590, 775)
page-number-left: 8 (8, 2, 13, 9)
body-paragraph: Lorsqu'on voit ce qui se passe dans notre bonne ville, on ne peut s'empêcher de sourire de la naïveté de ceux qui prétendent que la province ne vit plus. Le théâtre était comble hier au soir, et la foule élégante se pressait dans les couloirs pour applaudir la nouvelle pièce, dont le succès a dépassé toutes les espérances de l'auteur et du directeur. (205, 233, 294, 272)
column-3 (206, 10, 299, 810)
body-paragraph: Lorsqu'on voit ce qui se passe dans notre bonne ville, on ne peut s'empêcher de sourire de la naïveté de ceux qui prétendent que la province ne vit plus. Le théâtre était comble hier au soir, et la foule élégante se pressait dans les couloirs pour applaudir la nouvelle pièce, dont le succès a dépassé toutes les espérances de l'auteur et du directeur. (304, 178, 393, 217)
body-paragraph: Lorsqu'on voit ce qui se passe dans notre bonne ville, on ne peut s'empêcher de sourire de la naïveté de ceux qui prétendent que la province ne vit plus. Le théâtre était comble hier au soir, et la foule élégante se pressait dans les couloirs pour applaudir la nouvelle pièce, dont le succès a dépassé toutes les espérances de l'auteur et du directeur. (502, 946, 590, 985)
body-paragraph: Lorsqu'on voit ce qui se passe dans notre bonne ville, on ne peut s'empêcher de sourire de la naïveté de ceux qui prétendent que la province ne vit plus. Le théâtre était comble hier au soir, et la foule élégante se pressait dans les couloirs pour applaudir la nouvelle pièce, dont le succès a dépassé toutes les espérances de l'auteur et du directeur. (8, 10, 96, 49)
body-paragraph: Lorsqu'on voit ce qui se passe dans notre bonne ville, on ne peut s'empêcher de sourire de la naïveté de ceux qui prétendent que la province ne vit plus. Le théâtre était comble hier au soir, et la foule élégante se pressait dans les couloirs pour applaudir la nouvelle pièce, dont le succès a dépassé toutes les espérances de l'auteur et du directeur. (403, 666, 492, 705)
body-paragraph: Lorsqu'on voit ce qui se passe dans notre bonne ville, on ne peut s'empêcher de sourire de la naïveté de ceux qui prétendent que la province ne vit plus. Le théâtre était comble hier au soir, et la foule élégante se pressait dans les couloirs pour applaudir la nouvelle pièce, dont le succès a dépassé toutes les espérances de l'auteur et du directeur. (8, 94, 96, 133)
body-paragraph: Lorsqu'on voit ce qui se passe dans notre bonne ville, on ne peut s'empêcher de sourire de la naïveté de ceux qui prétendent que la province ne vit plus. Le théâtre était comble hier au soir, et la foule élégante se pressait dans les couloirs pour applaudir la nouvelle pièce, dont le succès a dépassé toutes les espérances de l'auteur et du directeur. (8, 311, 96, 350)
signature-2: SIMON. (178, 262, 193, 266)
column-5 (403, 10, 496, 1277)
body-paragraph: Lorsqu'on voit ce qui se passe dans notre bonne ville, on ne peut s'empêcher de sourire de la naïveté de ceux qui prétendent que la province ne vit plus. Le théâtre était comble hier au soir, et la foule élégante se pressait dans les couloirs pour applaudir la nouvelle pièce, dont le succès a dépassé toutes les espérances de l'auteur et du directeur. (403, 1112, 492, 1151)
body-paragraph: Lorsqu'on voit ce qui se passe dans notre bonne ville, on ne peut s'empêcher de sourire de la naïveté de ceux qui prétendent que la province ne vit plus. Le théâtre était comble hier au soir, et la foule élégante se pressait dans les couloirs pour applaudir la nouvelle pièce, dont le succès a dépassé toutes les espérances de l'auteur et du directeur. (502, 10, 590, 49)
body-paragraph: Lorsqu'on voit ce qui se passe dans notre bonne ville, on ne peut s'empêcher de sourire de la naïveté de ceux qui prétendent que la province ne vit plus. Le théâtre était comble hier au soir, et la foule élégante se pressait dans les couloirs pour applaudir la nouvelle pièce, dont le succès a dépassé toutes les espérances de l'auteur et du directeur. (304, 262, 393, 301)
body-paragraph: Lorsqu'on voit ce qui se passe dans notre bonne ville, on ne peut s'empêcher de sourire de la naïveté de ceux qui prétendent que la province ne vit plus. Le théâtre était comble hier au soir, et la foule élégante se pressait dans les couloirs pour applaudir la nouvelle pièce, dont le succès a dépassé toutes les espérances de l'auteur et du directeur. (205, 275, 294, 314)
body-paragraph: Lorsqu'on voit ce qui se passe dans notre bonne ville, on ne peut s'empêcher de sourire de la naïveté de ceux qui prétendent que la province ne vit plus. Le théâtre était comble hier au soir, et la foule élégante se pressait dans les couloirs pour applaudir la nouvelle pièce, dont le succès a dépassé toutes les espérances de l'auteur et du directeur. (403, 498, 492, 537)
body-paragraph: Lorsqu'on voit ce qui se passe dans notre bonne ville, on ne peut s'empêcher de sourire de la naïveté de ceux qui prétendent que la province ne vit plus. Le théâtre était comble hier au soir, et la foule élégante se pressait dans les couloirs pour applaudir la nouvelle pièce, dont le succès a dépassé toutes les espérances de l'auteur et du directeur. (403, 986, 492, 1025)
body-paragraph: Lorsqu'on voit ce qui se passe dans notre bonne ville, on ne peut s'empêcher de sourire de la naïveté de ceux qui prétendent que la province ne vit plus. Le théâtre était comble hier au soir, et la foule élégante se pressait dans les couloirs pour applaudir la nouvelle pièce, dont le succès a dépassé toutes les espérances de l'auteur et du directeur. (403, 317, 492, 356)
page-number-right: 8 (587, 2, 592, 9)
vienne-heading: Vienne (237, 180, 263, 188)
body-paragraph: Lorsqu'on voit ce qui se passe dans notre bonne ville, on ne peut s'empêcher de sourire de la naïveté de ceux qui prétendent que la province ne vit plus. Le théâtre était comble hier au soir, et la foule élégante se pressait dans les couloirs pour applaudir la nouvelle pièce, dont le succès a dépassé toutes les espérances de l'auteur et du directeur. (403, 721, 492, 760)
grenoble-heading: Grenoble (331, 716, 366, 724)
body-paragraph: Lorsqu'on voit ce qui se passe dans notre bonne ville, on ne peut s'empêcher de sourire de la naïveté de ceux qui prétendent que la province ne vit plus. Le théâtre était comble hier au soir, et la foule élégante se pressait dans les couloirs pour applaudir la nouvelle pièce, dont le succès a dépassé toutes les espérances de l'auteur et du directeur. (304, 94, 393, 133)
text-block (8, 227, 96, 435)
bourgoin-heading: Bourgoin (331, 312, 366, 320)
body-paragraph: Lorsqu'on voit ce qui se passe dans notre bonne ville, on ne peut s'empêcher de sourire de la naïveté de ceux qui prétendent que la province ne vit plus. Le théâtre était comble hier au soir, et la foule élégante se pressait dans les couloirs pour applaudir la nouvelle pièce, dont le succès a dépassé toutes les espérances de l'auteur et du directeur. (403, 931, 492, 970)
body-paragraph: Lorsqu'on voit ce qui se passe dans notre bonne ville, on ne peut s'empêcher de sourire de la naïveté de ceux qui prétendent que la province ne vit plus. Le théâtre était comble hier au soir, et la foule élégante se pressait dans les couloirs pour applaudir la nouvelle pièce, dont le succès a dépassé toutes les espérances de l'auteur et du directeur. (106, 10, 195, 49)
